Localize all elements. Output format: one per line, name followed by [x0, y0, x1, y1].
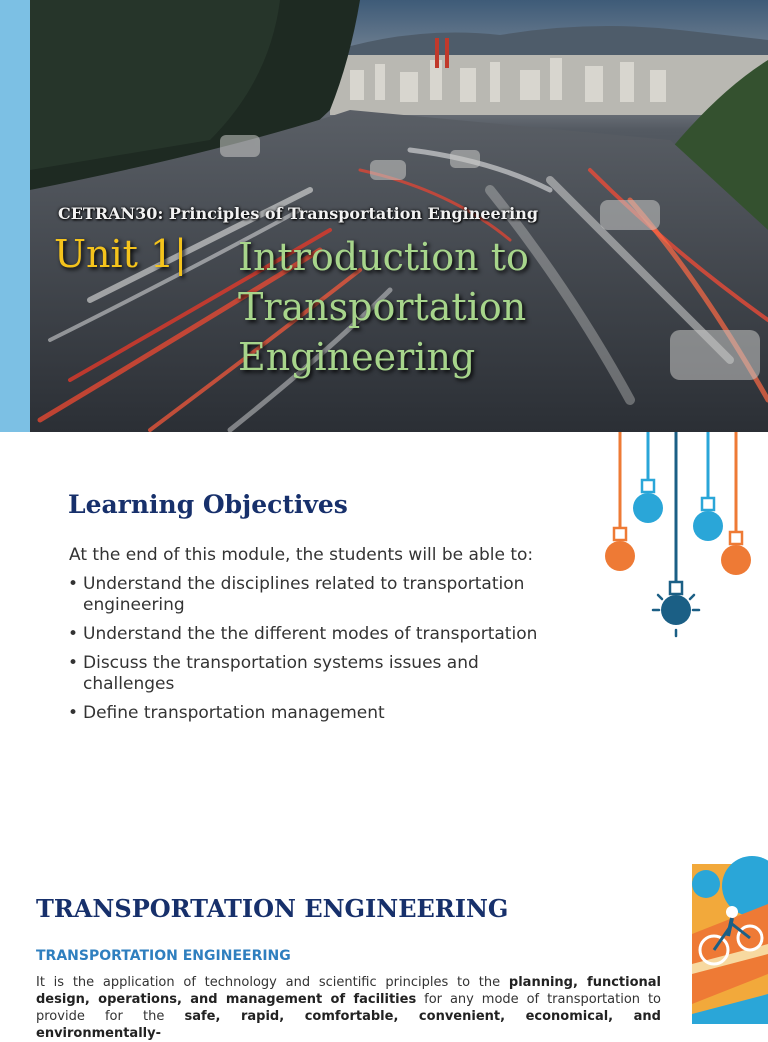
learning-objectives-slide	[0, 432, 768, 864]
section-subheading: TRANSPORTATION ENGINEERING	[36, 948, 291, 964]
cyclist-illustration-icon	[692, 864, 768, 1024]
body-text: It is the application of technology and scientific principles to the	[36, 975, 509, 990]
list-item-line: Define transportation management	[83, 703, 385, 723]
course-code: CETRAN30: Principles of Transportation Engineering	[58, 204, 539, 223]
body-text: for any mode of transportation to provide for the	[36, 992, 661, 1024]
hanging-lightbulbs-icon	[596, 432, 768, 652]
unit-title-line: Transportation	[238, 285, 527, 329]
objectives-intro: At the end of this module, the students will be able to:	[69, 545, 534, 565]
list-item-line: challenges	[83, 674, 175, 694]
objectives-list	[68, 574, 608, 732]
list-item-line: Discuss the transportation systems issues and	[83, 653, 479, 673]
section-heading: TRANSPORTATION ENGINEERING	[36, 894, 509, 923]
list-item	[68, 703, 608, 724]
unit-label: Unit 1|	[54, 232, 187, 276]
transportation-engineering-slide	[0, 864, 768, 1041]
objectives-heading: Learning Objectives	[68, 490, 348, 519]
list-item	[68, 624, 608, 645]
list-item-line: Understand the disciplines related to transportation	[83, 574, 525, 594]
list-item	[68, 653, 608, 695]
unit-title-line: Introduction to	[238, 235, 529, 279]
unit-title	[238, 232, 529, 382]
list-item	[68, 574, 608, 616]
body-bold-text: safe, rapid, comfortable, convenient, economical, and environmentally-	[36, 1009, 661, 1041]
definition-paragraph	[36, 974, 661, 1042]
list-item-line: Understand the the different modes of transportation	[83, 624, 538, 644]
body-bold-text: planning, functional design, operations, and management of facilities	[36, 975, 662, 1007]
title-slide	[0, 0, 768, 432]
list-item-line: engineering	[83, 595, 185, 615]
unit-title-line: Engineering	[238, 335, 476, 379]
title-overlay	[0, 0, 768, 432]
